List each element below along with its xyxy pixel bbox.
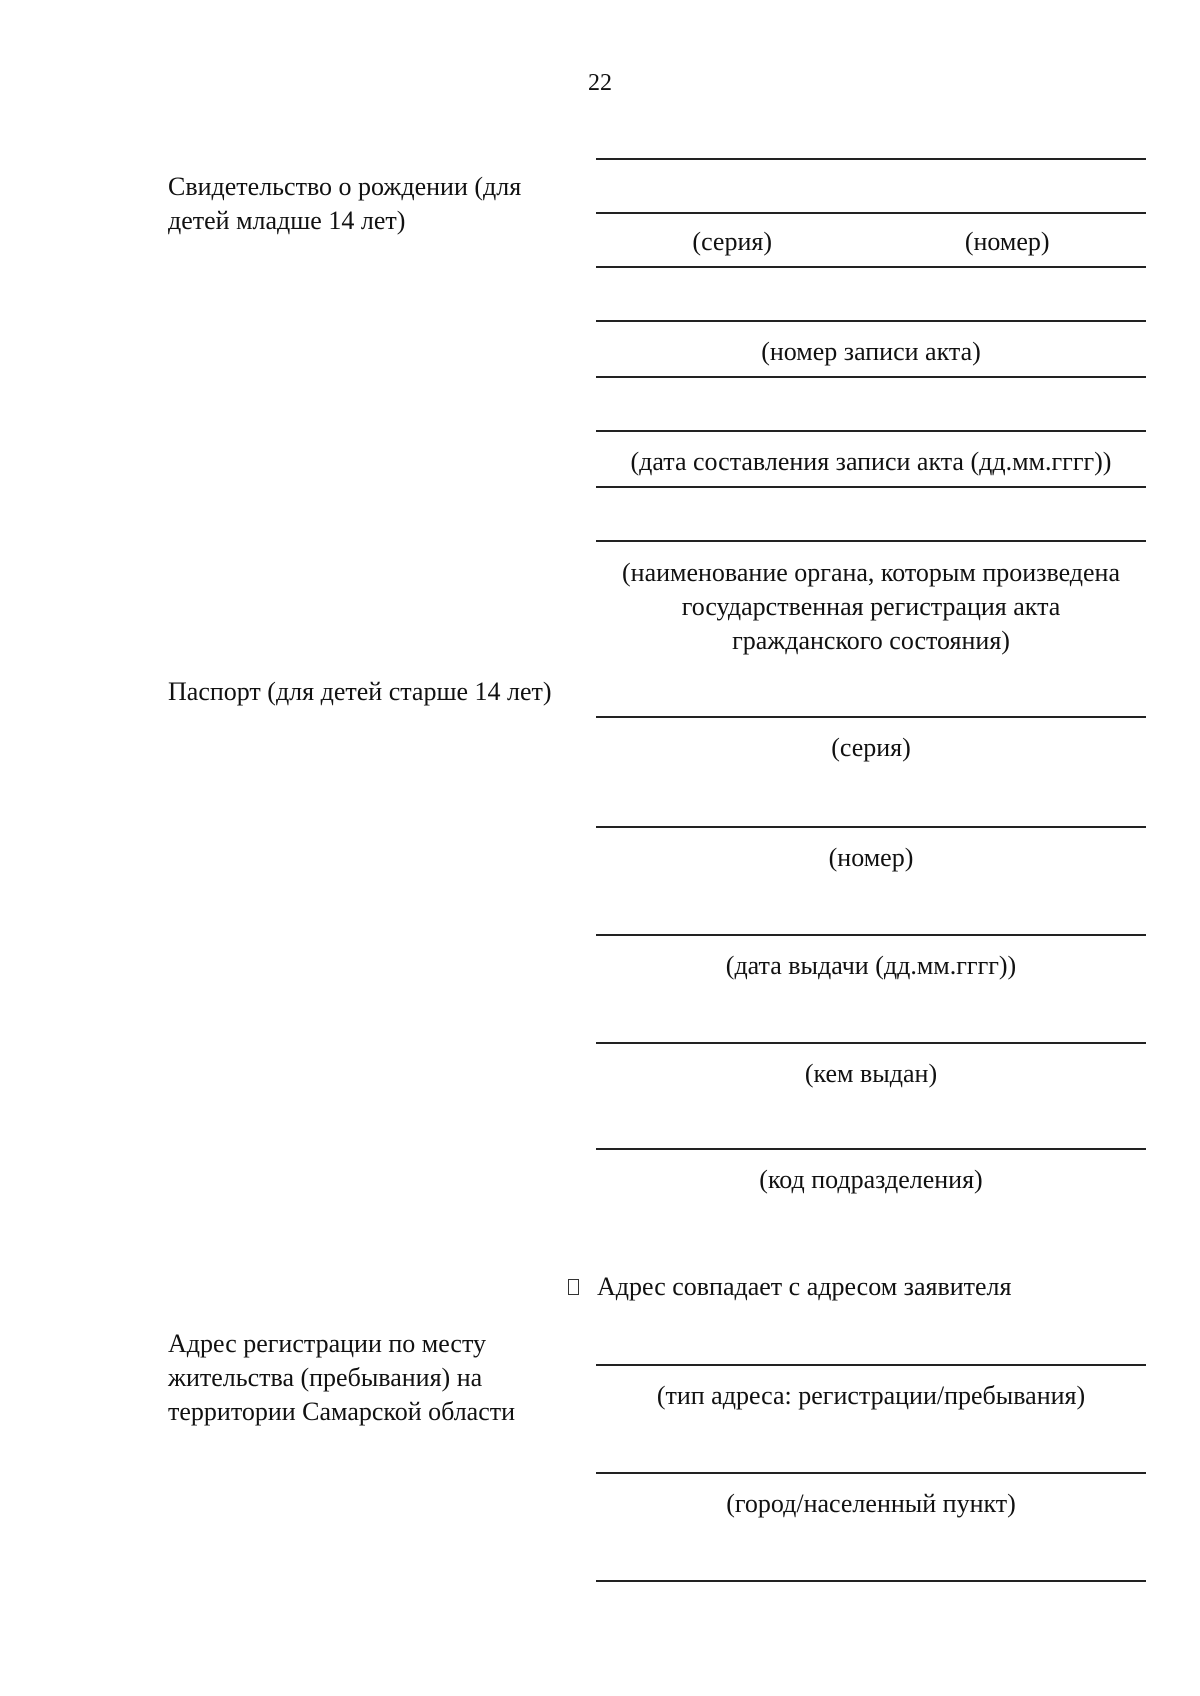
same-address-option[interactable] xyxy=(568,1272,1011,1302)
registering-body-caption: (наименование органа, которым произведена государственная регистрация акта гражданского состояния) xyxy=(622,558,1120,655)
passport-number-line[interactable] xyxy=(596,826,1146,828)
same-address-checkbox[interactable] xyxy=(568,1279,579,1295)
passport-number-caption: (номер) xyxy=(828,843,914,872)
passport-issued-by-line[interactable] xyxy=(596,1042,1146,1044)
address-type-line[interactable] xyxy=(596,1364,1146,1366)
passport-label: Паспорт (для детей старше 14 лет) xyxy=(168,677,552,706)
passport-division-code-line[interactable] xyxy=(596,1148,1146,1150)
record-number-caption: (номер записи акта) xyxy=(761,337,981,366)
registration-address-label: Адрес регистрации по месту жительства (пребывания) на территории Самарской области xyxy=(168,1329,516,1426)
birth-certificate-field-line-1[interactable] xyxy=(596,158,1146,160)
next-field-line[interactable] xyxy=(596,1580,1146,1582)
divider-line xyxy=(596,376,1146,378)
record-date-caption: (дата составления записи акта (дд.мм.гггг)) xyxy=(630,447,1112,476)
passport-issue-date-caption: (дата выдачи (дд.мм.гггг)) xyxy=(725,951,1017,980)
passport-series-caption: (серия) xyxy=(831,733,911,762)
passport-issued-by-caption: (кем выдан) xyxy=(804,1059,938,1088)
city-line[interactable] xyxy=(596,1472,1146,1474)
birth-certificate-series-caption: (серия) xyxy=(692,227,772,256)
record-number-line[interactable] xyxy=(596,320,1146,322)
same-address-label: Адрес совпадает с адресом заявителя xyxy=(597,1272,1012,1301)
birth-certificate-number-caption: (номер) xyxy=(964,227,1050,256)
divider-line xyxy=(596,486,1146,488)
divider-line xyxy=(596,266,1146,268)
city-caption: (город/населенный пункт) xyxy=(726,1489,1016,1518)
page-number: 22 xyxy=(588,70,612,96)
registering-body-line[interactable] xyxy=(596,540,1146,542)
birth-certificate-series-number-line[interactable] xyxy=(596,212,1146,214)
birth-certificate-label: Свидетельство о рождении (для детей младше 14 лет) xyxy=(168,172,522,235)
address-type-caption: (тип адреса: регистрации/пребывания) xyxy=(656,1381,1086,1410)
passport-division-code-caption: (код подразделения) xyxy=(759,1165,983,1194)
passport-issue-date-line[interactable] xyxy=(596,934,1146,936)
birth-certificate-series-number-captions xyxy=(596,225,1146,259)
record-date-line[interactable] xyxy=(596,430,1146,432)
passport-series-line[interactable] xyxy=(596,716,1146,718)
